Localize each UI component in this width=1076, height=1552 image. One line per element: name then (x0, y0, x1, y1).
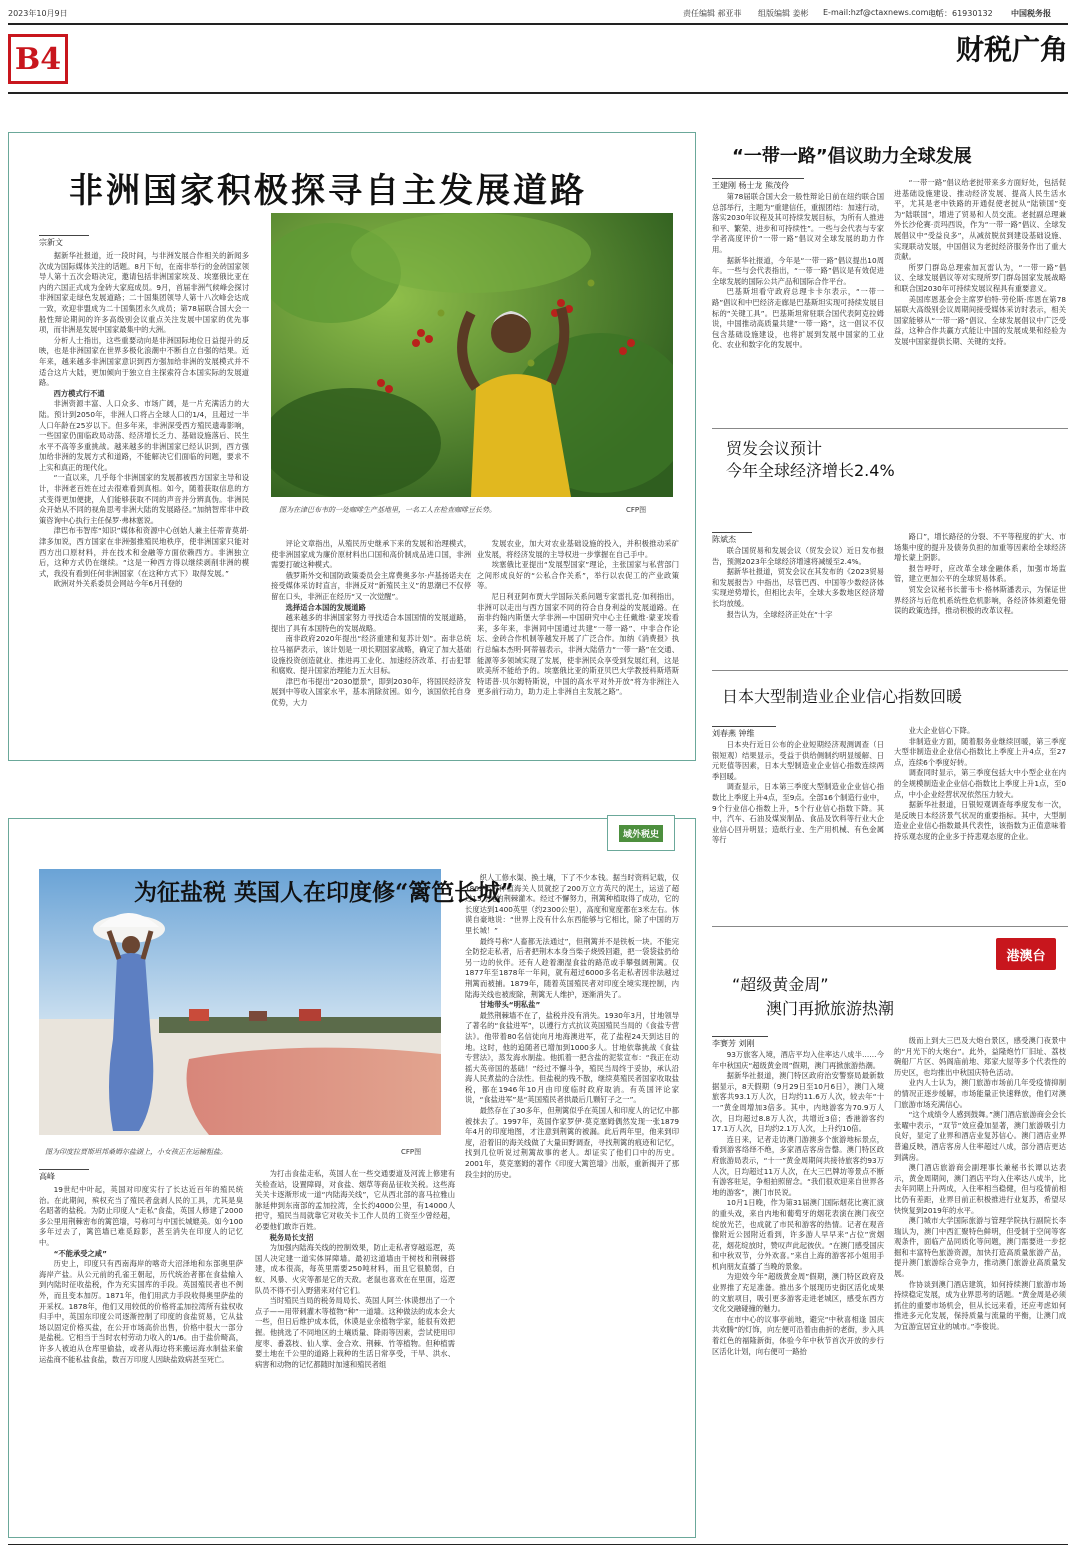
salt-lake-photo (39, 869, 441, 1135)
brief-belt-road-col1 (712, 192, 884, 422)
article-africa-title: 非洲国家积极探寻自主发展道路 (69, 171, 587, 211)
brief-macau-title-line2: 澳门再掀旅游热潮 (766, 999, 895, 1018)
paragraph: 俄罗斯外交和国防政策委员会主席费奥多尔·卢基扬诺夫在接受媒体采访时直言，非洲反对“新殖民主义”的思潮已不仅停留在口头，非洲正在经历“又一次觉醒”。 (271, 570, 471, 601)
paragraph: 报告呼吁，应改革全球金融体系，加强市场监管，建立更加公平的全球贸易体系。 (894, 563, 1066, 584)
article-africa-col1 (39, 251, 249, 757)
paragraph: 路口”，增长路径的分裂、不平等程度的扩大、市场集中度的提升及债务负担的加重等因素给全球经济增长蒙上阴影。 (894, 532, 1066, 563)
paragraph: 非洲资源丰富、人口众多、市场广阔，是一片充满活力的大陆。预计到2050年，非洲人口将占全球人口的1/4，且超过一半人口年龄在25岁以下。但多年来，非洲深受西方殖民遗毒影响，一些国家仍面临政局动荡、经济增长乏力、基础设施落后、民生水平不高等多重挑战。越来越多的非洲国家已经认识到，西方强加给非洲的发展方式和道路，不能解决它们面临的问题，要求不上实和真正的现代化。 (39, 399, 249, 472)
paragraph: 历史上，印度只有西南海岸的喀奇大沼泽地和东部奥里萨海岸产盐。从公元前的孔雀王朝起，历代统治者都在食盐输入到内陆时征收盐税，作为充实国库的手段。英国殖民者也不例外，而且变本加厉。1871年，他们用武力手段收得奥里萨盐的开采权。1878年，他们又用较低的价格将孟加拉湾所有盐权收归手中，英国东印度公司逐渐控制了印度的食盐贸易，它从盐场以固定价格买盐，在公开市场高价出售，价格中很大一部分是盐税。它相当于当时农村劳动力收入的1/6。由于盐价畸高，许多人被迫从仓库里偷盐，或者从海边将来搬运海水制盐来偷运盐商不能私盐食盐，数百万印度人因缺盐致病甚至死亡。 (39, 1259, 243, 1364)
footer-rule (8, 1544, 1068, 1545)
paragraph: 调查同时显示，第三季度包括大中小型企业在内的全规模制造业企业信心指数比上季度上升1点，至0点，中小企业经营状况依然压力较大。 (894, 768, 1066, 799)
paragraph: 贸发会议秘书长蕾韦卡·格林斯潘表示，为保证世界经济与后危机系统性危机影响，各经济体须避免错误的政策选择，推动积极的改革议程。 (894, 584, 1066, 616)
coffee-farm-illustration (271, 213, 673, 497)
article-africa-col2 (271, 539, 471, 757)
paragraph: 最然荆棘墙不在了，盐税并没有消失。1930年3月，甘地领导了著名的“食盐进军”，以遵行方式抗议英国殖民当局的《食盐专营法》。他带着80名信徒向月地海澳进军，花了盐程24天到达目的地。这时，他的追随者已增加到1000多人。甘地依靠挑战《食盐专营法》，蒸发海水制盐。他抓着一把含盐的泥浆宣布：“我正在动摇大英帝国的基础！”经过不懈斗争，殖民当局终于妥协，承认沿海人民煮盐的合法性。但盐税的残不散，继续莫殖民者国家收取盐税，都在1946年10月由印度临时政府取消。有英国评论家说，“食盐进军”是“英国殖民者拱最后几颗钉子之一”。 (465, 1010, 679, 1105)
article-india-salt (8, 818, 696, 1538)
article-india-author: 高峰 (39, 1169, 89, 1182)
paragraph: 越来越多的非洲国家努力寻找适合本国国情的发展道路，提出了具有本国特色的发展战略。 (271, 613, 471, 633)
brief-belt-road-title: “一带一路”倡议助力全球发展 (732, 146, 972, 167)
paragraph: 欧洲对外关系委员会网站今年6月刊登的 (53, 579, 183, 589)
paragraph: 为加强内陆海关线的控制效果，防止走私者穿越巡逻，英国人决定建一道实体屏障墙。最初这道墙由干树枝和荆棘搭建，成本很高，每英里需要250吨材料，而且它很脆弱，白蚁、风暴、火灾等都是它的天敌。老鼠也喜欢在在里面，巡逻队员不得不引入野猪来对付它们。 (255, 1243, 455, 1295)
paragraph: 埃塞俄比亚提出“发展型国家”理论，主张国家与私营部门之间形成良好的“公私合作关系”，举行以农促工的产业政策等。 (477, 560, 679, 591)
subhead: 西方模式行不通 (53, 388, 105, 398)
coffee-photo-credit: CFP图 (626, 506, 647, 514)
paragraph: 澳门城市大学国际旅游与管理学院执行副院长李瑞认为，澳门中西汇聚特色鲜明，但受制于空间等客观条件，面临产品同质化等问题，澳门需要进一步挖掘和丰富特色旅游资源，加快打造高质量旅游产品，提升澳门旅游综合竞争力，推动澳门旅游业高质量发展。 (894, 1216, 1066, 1279)
paragraph: 调查显示，日本第三季度大型制造业企业信心指数比上季度上升4点，至9点。全部16个制造行业中，9个行业信心指数上升，5个行业信心指数下降。其中，汽车、石油及煤炭制品、食品及饮料等行业大企业信心回升明显；造纸行业、生产用机械、有色金属等行 (712, 782, 884, 845)
article-africa (8, 132, 696, 761)
article-africa-col3 (477, 539, 679, 757)
brief-macau-col1 (712, 1050, 884, 1532)
paragraph: 所罗门群岛总理索加瓦雷认为，“一带一路”倡议、全球发展倡议等对实现所罗门群岛国家发展战略和联合国2030年可持续发展议程具有重要意义。 (894, 262, 1066, 293)
paragraph: 据新华社报道，今年是“一带一路”倡议提出10周年。一些与会代表指出，“一带一路”倡议是有效促进全球发展的国际公共产品和国际合作平台。 (712, 255, 884, 286)
brief-unctad-title-line1: 贸发会议预计 (726, 439, 823, 458)
masthead-bar (8, 8, 1068, 22)
brief-belt-road-author: 王建刚 杨士龙 熊茂伶 (712, 178, 804, 191)
brief-belt-road-col2 (894, 178, 1066, 422)
paragraph: 据新华社报道，近一段时间，与非洲发展合作相关的新闻多次成为国际媒体关注的话题。8月下旬，在南非举行的金砖国家领导人第十五次会晤决定，邀请包括非洲国家埃及、埃塞俄比亚在内的六国正式成为金砖大家庭成员。9月，首届非洲气候峰会探讨非洲国家走绿色发展道路；二十国集团领导人第十八次峰会达成一致，欢迎非盟成为二十国集团永久成员；第78届联合国大会一般性辩论期间的许多高级别会议重点关注发展中国家的优先事项，而非洲是发展中国家最集中的大洲。 (39, 251, 249, 335)
divider (712, 428, 1068, 429)
paragraph: 津巴布韦智库“知识”媒体和资源中心创始人兼主任蒂青莫胡·津多加说，西方国家在非洲强推殖民地秩序，使非洲国家只能对西方出口原材料，并在技术和金融等方面依赖西方。非洲独立后，这种方式仍在继续。“这是一种西方得以继续剥削非洲的模式，我没有看到任何非洲国家（在这种方式下）取得发展。” (39, 526, 249, 578)
paragraph: 报告认为，全球经济正处在“十字 (726, 609, 833, 619)
page-number: B4 (8, 34, 68, 84)
paper-name: 中国税务报 (1011, 9, 1051, 18)
right-column (712, 130, 1068, 1540)
article-india-col1 (39, 1185, 243, 1531)
paragraph: 连日来，记者走访澳门游澳多个旅游地标景点，看到游客络绎不绝，多家酒店客房告罄。澳门特区政府旅游局表示，“十一”黄金周期间共接待旅客约93万人次，日均超过11万人次，在大三巴牌坊等景点不断有游客驻足，争相拍照留念。“我们很欢迎来自世界各地的游客”，澳门市民说。 (712, 1134, 884, 1197)
issue-date: 2023年10月9日 (8, 9, 68, 18)
paragraph: 美国库恩基金会主席罗伯特·劳伦斯·库恩在第78届联大高级别会议周期间接受媒体采访时表示，相关国家能够从“一带一路”倡议、全球发展倡议中广泛受益，这种合作共赢方式能让中国的发展成果和经验为发展中国家提供长期、关键的支持。 (894, 294, 1066, 346)
contact-email: E-mail:hzf@ctaxnews.com.cn (823, 8, 941, 17)
paragraph: “这个成绩令人感到鼓舞。”澳门酒店旅游商会会长张曜中表示，“双节”效应叠加显著，澳门旅游吸引力良好，显定了业界和酒店业复苏信心。澳门酒店业界普遍反映，酒店客房人住率超过八成，部分酒店更达到满房。 (894, 1110, 1066, 1162)
subhead: “不能承受之咸” (53, 1248, 107, 1258)
article-india-col2 (255, 1169, 455, 1531)
divider (712, 670, 1068, 671)
paragraph: 南非政府2020年提出“经济重建和复苏计划”。南非总统拉马福萨表示，该计划是一项长期国家战略，确定了加大基础设施投资创造就业、推进再工业化、加速经济改革、打击犯罪和腐败、提升国家治理能力五大目标。 (271, 634, 471, 676)
paragraph: 级而上到大三巴及大炮台景区，感受澳门夜景中的“月光下的大炮台”。此外，益隆炮竹厂旧址、荔枝碗船厂片区、妈阁庙前地、郑家大屋等多个代表性的历史区，也均推出中秋国庆特色活动。 (894, 1036, 1066, 1077)
hk-macau-tw-badge: 港澳台 (996, 938, 1056, 970)
coffee-photo-caption: 图为在津巴布韦的一处咖啡生产基地里，一名工人在检查咖啡豆长势。 (279, 506, 496, 514)
paragraph: 作协谈到澳门酒店建筑，如何持续澳门旅游市场持续稳定发展，成为业界思考的话题。“黄金周是必须抓住的重要市场机会，但从长远来看，还应考虑如何推进多元化发展，保持质量与流量的平衡，让澳门成为宜游宜居宜业的城市。”李俊说。 (894, 1279, 1066, 1332)
paragraph: 据新华社报道，澳门特区政府治安警察局最新数据显示，8天假期（9月29日至10月6日），澳门入境旅客共93.1万人次，日均约11.6万人次，较去年“十一”黄金周增加3倍多。其中，内地游客为70.9万人次，日均超过8.8万人次，共增近3倍；香港游客约17.1万人次，日均约2.1万人次，上升约10倍。 (712, 1071, 884, 1134)
salt-lake-illustration (39, 869, 441, 1135)
masthead-rule (8, 23, 1068, 25)
brief-macau-author: 李赛芳 刘刚 (712, 1036, 768, 1049)
subhead: 甘地带头“明私盐” (479, 1000, 541, 1010)
salt-photo-credit: CFP图 (401, 1148, 422, 1156)
brief-japan-author: 刘春燕 钟维 (712, 726, 776, 739)
salt-photo-caption: 图为印度拉贾斯坦邦桑姆尔盐湖上，小女孩正在运输粗盐。 (45, 1148, 227, 1156)
paragraph: 第78届联合国大会一般性辩论日前在纽约联合国总部举行，主题为“重建信任，重振团结：加速行动，落实2030年议程及其可持续发展目标，为所有人推进和平、繁荣、进步和可持续性”。一些与会代表与专家学者高度评价“一带一路”倡议对全球发展的助力作用。 (712, 192, 884, 254)
paragraph: 非制造业方面，随着服务业继续回暖，第三季度大型非制造业企业信心指数比上季度上升4点，至27点，连续6个季度好转。 (894, 736, 1066, 767)
brief-japan-col1 (712, 740, 884, 920)
coffee-farm-photo (271, 213, 673, 497)
brief-unctad-col2 (894, 532, 1066, 666)
history-badge-label: 域外税史 (619, 825, 663, 842)
paragraph: 当时殖民当局的税务局局长、英国人阿兰·休谟想出了一个点子——用带刺灌木等植物“种”一道墙。这种做法的成本会大一些，但日后维护成本低，休谟是业余植物学家，能很有效把握。他挑选了不同地区的土壤质量、降雨等因素，尝试使用印度枣、番荔枝、仙人掌、金合欢、荆棘、竹等植物。但种植需要土地在千公里的道路上栽种的生活日常享受，干旱、洪水、病害和动物的记忆都随时加速和殖民者组 (255, 1296, 455, 1369)
paragraph: 日本央行近日公布的企业短期经济观测调查（日银短观）结果显示，受益于供给侧制约明显缓解、日元贬值等因素，日本大型制造业企业信心指数连续两季回暖。 (712, 740, 884, 781)
paragraph: 为打击食盐走私，英国人在一些交通要道及河流上修建有关检查站，设置障碍，对食盐、烟草等商品征收关税。这些海关关卡逐渐形成一道“内陆海关线”，它从西北部的喜马拉雅山脉延伸到东南部的孟加拉湾，全长约4000公里，有14000人把守，殖民当局就靠它对收关卡工作人员的工资至少曾经超，必要他们敢诈百姓。 (255, 1169, 455, 1231)
paragraph: 津巴布韦提出“2030愿景”，即到2030年，将国民经济发展到中等收入国家水平，基本消除贫困。如今，该国依托自身优势，大力 (271, 676, 471, 707)
brief-macau-title-line1: “超级黄金周” (732, 975, 829, 994)
editor-credit: 责任编辑 郝亚菲 (683, 9, 742, 18)
paragraph: “一带一路”倡议给老挝带来多方面好处，包括促进基础设施建设、推动经济发展、提高人民生活水平，尤其是老中铁路的开通促使老挝从“陆锁国”变为“陆联国”，增进了贸易和人员交流。老挝副总理兼外长沙伦赛·贡玛西说，作为“一带一路”倡议、全球发展倡议中“受益良多”，从减贫脱贫到建设基础设施、实现联动发展，中国倡议为老挝经济服务作出了重大贡献。 (894, 178, 1066, 262)
contact-phone: 电话：61930132 (928, 9, 993, 18)
paragraph: 评论文章指出，从殖民历史继承下来的发展和治理模式，使非洲国家成为廉价原材料出口国和高价制成品进口国，非洲需要打破这种模式。 (271, 539, 471, 570)
article-africa-author: 宗新文 (39, 235, 89, 248)
paragraph: 发展农业，加大对农业基础设施的投入，并积极推动采矿业发展，将经济发展的主导权进一步掌握在自己手中。 (477, 539, 679, 559)
brief-japan-title: 日本大型制造业企业信心指数回暖 (722, 687, 963, 706)
paragraph: 联合国贸易和发展会议（贸发会议）近日发布报告，预测2023年全球经济增速将减缓至2.4%。 (712, 546, 884, 566)
header-rule (8, 92, 1068, 94)
paragraph: 织人工修水渠、换土壤，下了不少本钱。据当时资料记载，仅1869年为种植海关人员就挖了200万立方英尺的泥土，运送了超过15万吨的荆棘灌木。经过不懈努力，荆篱种植取得了成功，它的长度达到1400英里（约2300公里），高度和宽度都在3米左右。休谟自豪地说：“世界上没有什么东西能够与它相比，除了中国的万里长城！” (465, 873, 679, 935)
brief-unctad-author: 陈斌杰 (712, 532, 752, 545)
paragraph: 巴基斯坦看守政府总理卡卡尔表示，“一带一路”倡议和中巴经济走廊是巴基斯坦实现可持续发展目标的“关键工具”。巴基斯坦常驻联合国代表阿克拉姆说，中国推动高质量共建“一带一路”，这一倡议不仅包含基础设施建设，也将扩展到发展中国家的工业化、农业和数字化的发展中。 (712, 287, 884, 350)
paragraph: 据新华社报道，贸发会议在其发布的《2023贸易和发展报告》中指出，尽管巴西、中国等少数经济体实现逆势增长，但相比去年，全球大多数地区经济增长均放缓。 (712, 567, 884, 608)
brief-unctad-title-line2: 今年全球经济增长2.4% (726, 461, 895, 480)
brief-japan-col2 (894, 726, 1066, 920)
paragraph: 据新华社报道，日银短观调查每季度发布一次，是反映日本经济景气状况的重要指标。其中，大型制造业企业信心指数最具代表性，该指数为正值意味着持乐观态度的企业多于持悲观态度的企业。 (894, 800, 1066, 841)
paragraph: 为迎效今年“超级黄金周”假期，澳门特区政府及业界推了充足准备。推出多个展现历史街区活化成果的文旅项目，吸引更多游客走进老城区，感受东西方文化交融碰撞的魅力。 (712, 1272, 884, 1314)
subhead: 选择适合本国的发展道路 (285, 602, 366, 612)
paragraph: 分析人士指出，这些重要动向是非洲国际地位日益提升的反映，也是非洲国家在世界多极化浪潮中不断自立自强的结果。近年来，越来越多非洲国家意识到西方强加给非洲的发展模式并不适合这片大陆，更加倾向于独立自主探索符合本国实际的发展道路。 (39, 335, 249, 388)
paragraph: 业内人士认为，澳门旅游市场前几年受疫情抑制的情况正逐步缓解，市场能量正快速释放，他们对澳门旅游市场充满信心。 (894, 1078, 1066, 1109)
paragraph: 最终号称“人畜都无法通过”，但荆篱并不是铁板一块。不能完全防挖走私者，后者把荆木本身当柴子烧毁回避，把一袋袋盐扔给另一边的伙伴。还有人趁着潮湿食盐的路范或手攀强阔荆篱。仅1877年至1878年一年间，就有超过6000多名走私者因非法越过荆篱而被捕。1879年，随着英国殖民者对印度全境实现控制，内陆海关线也被废除，荆篱无人维护，逐渐消失了。 (465, 936, 679, 999)
paragraph: 在市中心的议事亭前地，避完“中秋喜相逢 国庆共欢腾”的灯饰，向左便可沿着由曲折的老街，步入具着红色的福隆新街，体验今年中秋节首次开放的步行区活化计划，向右便可一路抬 (712, 1314, 884, 1356)
divider (712, 926, 1068, 927)
brief-unctad-col1 (712, 546, 884, 666)
article-india-title: 为征盐税 英国人在印度修“篱笆长城” (134, 879, 514, 906)
paragraph: 尼日利亚阿布贾大学国际关系问题专家雷扎克·加利指出，非洲可以走出与西方国家不同的符合自身利益的发展道路。在南非约翰内斯堡大学非洲—中国研究中心主任戴维·蒙亚埃看来，多年来，非洲同中国通过共建“一带一路”、中非合作论坛、金砖合作机制等越发开展了广泛合作。加纳《消费报》执行总编本杰明·阿蒂福表示，非洲大陆借力“一带一路”在交通、能源等多领域实现了发展，使非洲民众享受到发展红利，这是欧美所不能给予的。埃塞俄比亚的斯亚贝巴大学教授科斯塔斯特诺普·贝尔姆特斯说，中国的高水平对外开放“将为非洲注入更多前行动力，助力走上非洲自主发展之路”。 (477, 591, 679, 697)
section-title: 财税广角 (955, 33, 1068, 66)
paragraph: 业大企业信心下降。 (908, 726, 975, 735)
brief-macau-col2 (894, 1036, 1066, 1532)
paragraph: 10月1日晚，作为第31届澳门国际烟花比赛汇演的重头戏，来自内地和葡萄牙的烟花表演在澳门夜空绽放光芒，也成就了市民和游客的热情。记者在观音像附近公园附近看到，许多游人早早来“占位”赏烟花，烟花绽放时，赞叹声此起彼伏。“在澳门感受国庆和中秋双节，分外欢喜。”来自上海的游客祁小姐用手机向朋友直播了当晚的景象。 (712, 1198, 884, 1271)
paragraph: 19世纪中叶起，英国对印度实行了长达近百年的殖民统治。在此期间，殡权充当了殖民者盘剥人民的工具，尤其是臭名昭著的盐税。为防止印度人“走私”食盐，英国人修建了2000多公里用荆棘密布的篱笆墙，号称可与中国长城媲美。如今100多年过去了，篱笆墙已难觅踪影，甚至消失在印度人的记忆中。 (39, 1185, 243, 1247)
layout-credit: 组版编辑 姜彬 (758, 9, 809, 18)
history-badge (607, 815, 675, 851)
subhead: 税务局长支招 (269, 1232, 314, 1242)
article-india-col3 (465, 873, 679, 1531)
paragraph: 最然存在了30多年，但荆篱似乎在英国人和印度人的记忆中都被抹去了。1997年，英国作家罗伊·莫克塞姆偶然发现一张1879年4月的印度地图，才注意到荆篱的被漏。此后两年里，他来到印度，沿着旧的海关线做了大量田野调查，寻找荆篱的痕迹和记忆，找到几位听说过荆篱故事的老人。却证实了他们口中的历史。2001年，莫克塞姆的著作《印度大篱笆墙》出版，重新揭开了那段尘封的历史。 (465, 1106, 679, 1179)
paragraph: “一直以来，几乎每个非洲国家的发展都被西方国家主导和设计，非洲老百姓在过去很难看到真相。如今，随着获取信息的方式变得更加便捷，人们能够获取不同的声音并分辨真伪。非洲民众开始从不同的视角思考非洲大陆的发展路径。”加纳智库非中政策咨询中心执行主任保罗·弗林塞说。 (39, 473, 249, 525)
paragraph: 93万旅客入境，酒店平均入住率达八成半……今年中秋国庆“超级黄金周”假期，澳门再掀旅游热潮。 (712, 1050, 884, 1070)
paragraph: 澳门酒店旅游商会副理事长兼秘书长谭以达表示，黄金周期间，澳门酒店平均入住率达八成半，比去年同期上升两成，入住率相当稳健，但与疫情前相比仍有差距，业界目前正积极推进行业复苏，希望尽快恢复到2019年的水平。 (894, 1163, 1066, 1215)
